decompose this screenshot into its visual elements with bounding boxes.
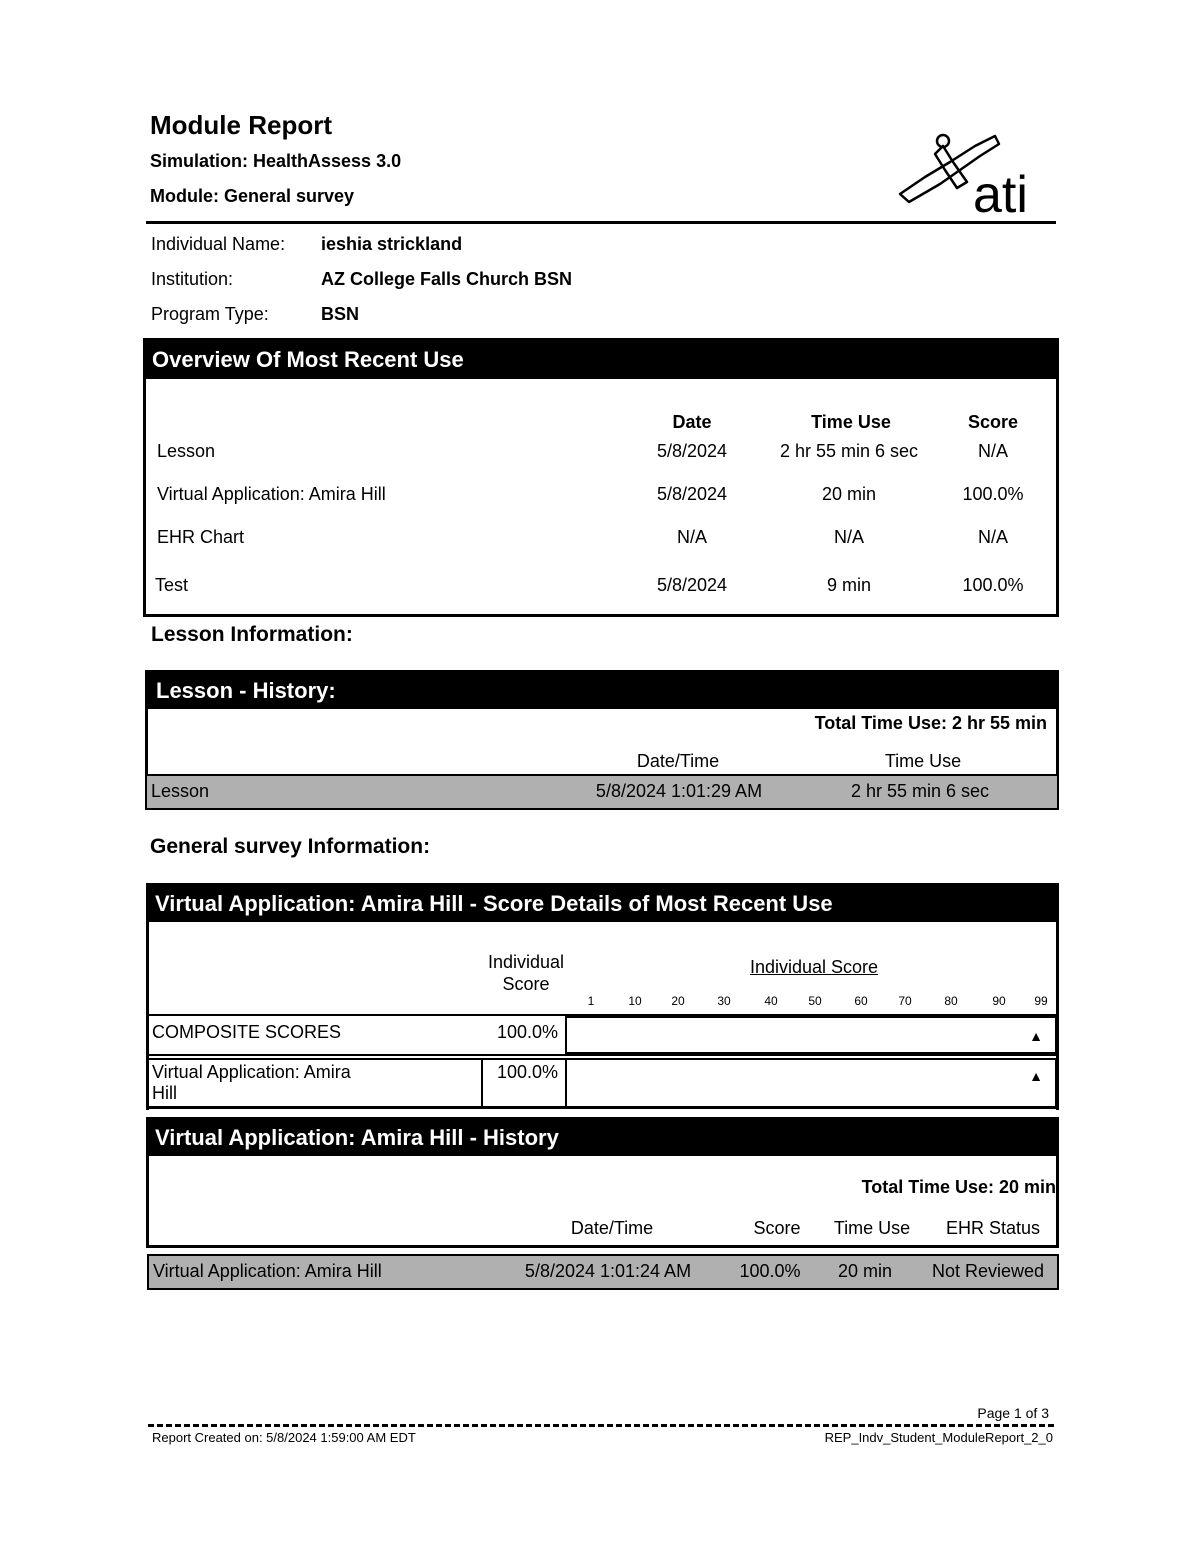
va-name-line1: Virtual Application: Amira [152,1062,351,1082]
lesson-row-datetime: 5/8/2024 1:01:29 AM [595,781,763,801]
va-score-bar [565,1058,1057,1108]
va-score-marker: ▲ [1029,1068,1043,1084]
table-row [145,774,1059,810]
svg-text:ati: ati [973,166,1028,218]
overview-row-name: EHR Chart [157,527,245,547]
overview-row-name: Lesson [157,441,216,461]
score-details-header: Virtual Application: Amira Hill - Score Details of Most Recent Use [149,886,1056,922]
overview-table [143,338,1059,617]
overview-row-date: 5/8/2024 [656,484,728,504]
overview-row-date: 5/8/2024 [656,575,728,595]
col-date-time: Date/Time [570,1218,654,1238]
scale-tick: 1 [587,994,595,1008]
ati-logo [895,132,1060,218]
composite-name: COMPOSITE SCORES [152,1022,342,1042]
composite-score-marker: ▲ [1029,1028,1043,1044]
report-created: Report Created on: 5/8/2024 1:59:00 AM EDT [152,1430,416,1445]
lesson-total-time: Total Time Use: 2 hr 55 min [814,713,1047,733]
col-date-time: Date/Time [636,751,720,771]
overview-row-time: 2 hr 55 min 6 sec [779,441,919,461]
va-row-score: 100.0% [739,1261,801,1281]
scale-tick: 80 [944,994,958,1008]
col-time-use: Time Use [811,412,891,432]
scale-tick: 50 [808,994,822,1008]
header-rule [146,221,1056,224]
col-time-use: Time Use [884,751,962,771]
scale-tick: 30 [717,994,731,1008]
institution-label: Institution: [151,269,234,289]
lesson-row-time: 2 hr 55 min 6 sec [850,781,990,801]
report-id: REP_Indv_Student_ModuleReport_2_0 [824,1430,1053,1445]
institution-name: AZ College Falls Church BSN [321,269,573,289]
col-ehr-status: EHR Status [945,1218,1041,1238]
va-row-name: Virtual Application: Amira Hill [153,1261,382,1281]
overview-row-score: 100.0% [962,575,1024,595]
overview-row-score: N/A [977,441,1009,461]
va-row-time: 20 min [837,1261,893,1281]
name-label: Individual Name: [151,234,286,254]
table-row [147,1254,1059,1290]
overview-row-date: 5/8/2024 [656,441,728,461]
program-label: Program Type: [151,304,269,324]
va-history-table [146,1117,1059,1248]
overview-row-time: 20 min [821,484,877,504]
va-row-datetime: 5/8/2024 1:01:24 AM [524,1261,692,1281]
col-time-use: Time Use [833,1218,911,1238]
col-date: Date [672,412,712,432]
overview-row-name: Test [155,575,189,595]
scale-tick: 70 [898,994,912,1008]
scale-tick: 99 [1034,994,1048,1008]
survey-info-title: General survey Information: [150,835,431,858]
va-total-time: Total Time Use: 20 min [861,1177,1056,1197]
va-history-header: Virtual Application: Amira Hill - History [149,1120,1056,1156]
module-name: Module: General survey [150,186,355,206]
row-divider [146,1054,1057,1056]
va-row-status: Not Reviewed [931,1261,1045,1281]
scale-tick: 90 [992,994,1006,1008]
lesson-history-table [145,670,1059,810]
simulation-name: Simulation: HealthAssess 3.0 [150,151,402,171]
lesson-info-title: Lesson Information: [151,623,353,646]
page-title: Module Report [150,110,332,140]
row-divider [146,1106,1059,1109]
overview-header: Overview Of Most Recent Use [146,341,1056,379]
overview-row-score: 100.0% [962,484,1024,504]
scale-tick: 10 [628,994,642,1008]
lesson-history-header: Lesson - History: [148,673,1056,709]
va-name-line2: Hill [152,1083,177,1103]
col-score: Score [967,412,1019,432]
col-individual-score-line1: Individual [487,952,565,972]
va-score: 100.0% [496,1062,558,1082]
scale-tick: 20 [671,994,685,1008]
scale-title: Individual Score [749,957,879,977]
page-number: Page 1 of 3 [977,1405,1049,1421]
footer-rule [148,1424,1054,1427]
overview-row-time: 9 min [826,575,872,595]
scale-tick: 60 [854,994,868,1008]
overview-row-name: Virtual Application: Amira Hill [157,484,386,504]
col-individual-score-line2: Score [502,974,550,994]
composite-score-bar [565,1016,1057,1054]
program-type: BSN [321,304,360,324]
overview-row-time: N/A [833,527,865,547]
overview-row-score: N/A [977,527,1009,547]
col-score: Score [753,1218,801,1238]
student-name: ieshia strickland [321,234,463,254]
composite-score: 100.0% [496,1022,558,1042]
lesson-row-name: Lesson [151,781,210,801]
overview-row-date: N/A [676,527,708,547]
scale-tick: 40 [764,994,778,1008]
